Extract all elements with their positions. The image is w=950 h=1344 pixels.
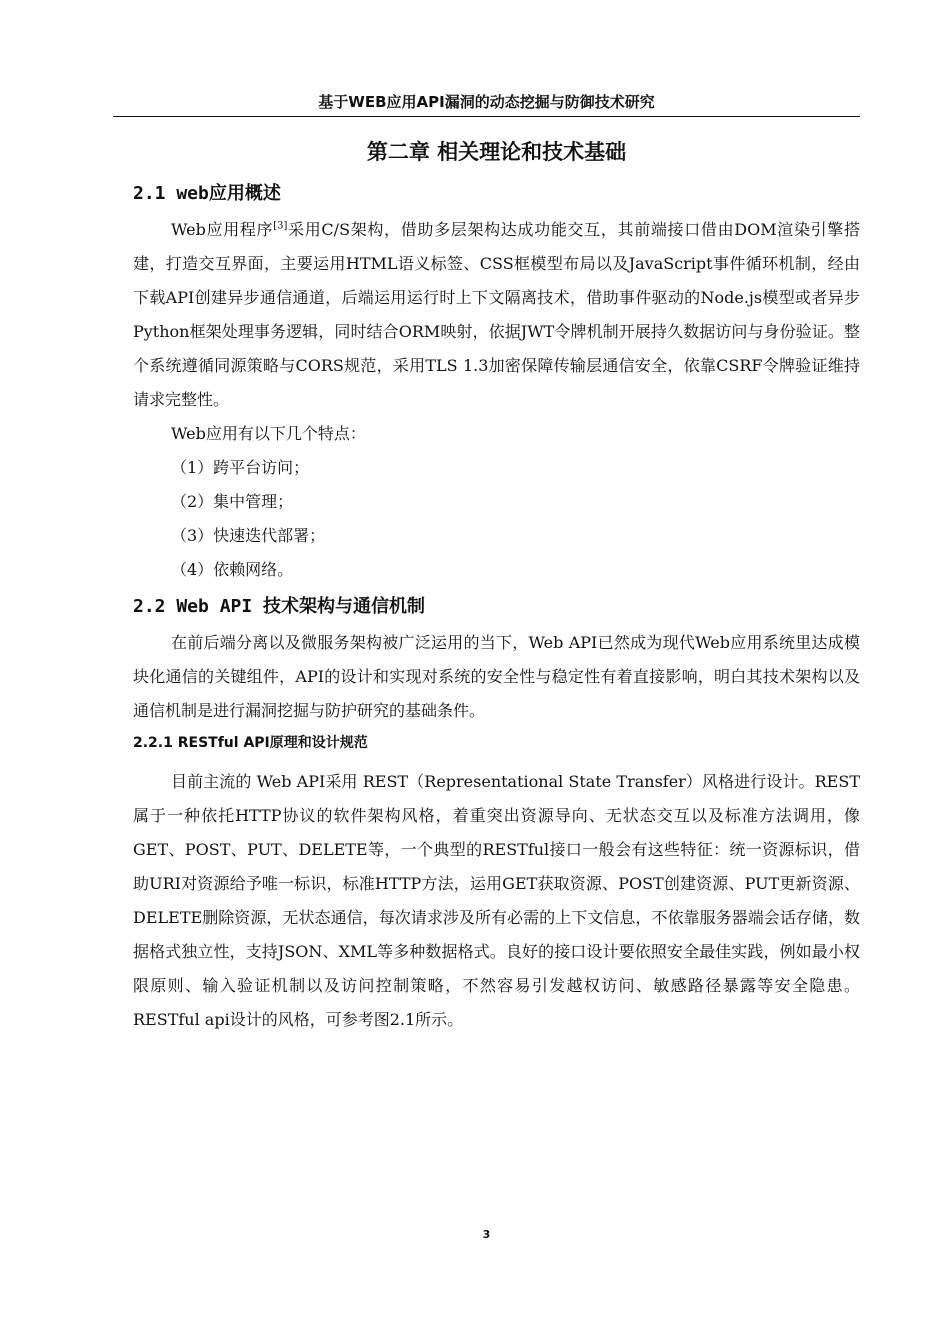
subsection-heading-2-2-1: 2.2.1 RESTful API原理和设计规范 <box>133 735 368 751</box>
section-2-1-paragraph <box>133 213 860 417</box>
list-item: （2）集中管理； <box>171 492 294 511</box>
running-header: 基于WEB应用API漏洞的动态挖掘与防御技术研究 <box>318 93 655 111</box>
section-2-2-1-paragraph: 目前主流的 Web API采用 REST（Representational State Transfer）风格进行设计。REST属于一种依托HTTP协议的软件架构风格，着重突出资源导向、无状态交互以及标准方法调用，像GET、POST、PUT、DELETE等，一个典型的RESTful接口一般会有这些特征：统一资源标识，借助URI对资源给予唯一标识，标准HTTP方法，运用GET获取资源、POST创建资源、PUT更新资源、DELETE删除资源，无状态通信，每次请求涉及所有必需的上下文信息，不依靠服务器端会话存储，数据格式独立性，支持JSON、XML等多种数据格式。良好的接口设计要依照安全最佳实践，例如最小权限原则、输入验证机制以及访问控制策略，不然容易引发越权访问、敏感路径暴露等安全隐患。RESTful api设计的风格，可参考图2.1所示。 <box>133 772 860 1029</box>
para-text-lead: Web应用程序 <box>171 220 274 239</box>
chapter-title: 第二章 相关理论和技术基础 <box>366 140 627 164</box>
list-item: （4）依赖网络。 <box>171 560 294 579</box>
list-item: （1）跨平台访问； <box>171 458 310 477</box>
citation-ref[interactable]: [3] <box>273 220 288 232</box>
header-divider <box>113 116 860 117</box>
section-heading-2-1: 2.1 web应用概述 <box>133 183 281 204</box>
para-text-body: 采用C/S架构，借助多层架构达成功能交互，其前端接口借由DOM渲染引擎搭建，打造交互界面，主要运用HTML语义标签、CSS框模型布局以及JavaScript事件循环机制，经由下载API创建异步通信通道，后端运用运行时上下文隔离技术，借助事件驱动的Node.js模型或者异步Python框架处理事务逻辑，同时结合ORM映射，依据JWT令牌机制开展持久数据访问与身份验证。整个系统遵循同源策略与CORS规范，采用TLS 1.3加密保障传输层通信安全，依靠CSRF令牌验证维持请求完整性。 <box>133 220 860 409</box>
section-heading-2-2: 2.2 Web API 技术架构与通信机制 <box>133 596 426 617</box>
section-2-2-paragraph: 在前后端分离以及微服务架构被广泛运用的当下，Web API已然成为现代Web应用系统里达成模块化通信的关键组件，API的设计和实现对系统的安全性与稳定性有着直接影响，明白其技术架构以及通信机制是进行漏洞挖掘与防护研究的基础条件。 <box>133 633 860 720</box>
page-body <box>133 136 860 1037</box>
page-number: 3 <box>482 1228 491 1241</box>
list-item: （3）快速迭代部署； <box>171 526 326 545</box>
features-intro: Web应用有以下几个特点： <box>171 424 366 443</box>
